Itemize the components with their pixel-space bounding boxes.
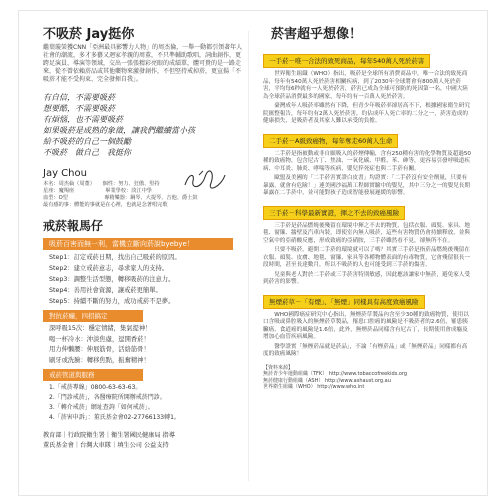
paragraph: 只要不吸菸，避開二手菸的環境就可以了嗎？其實三手菸是指菸品燃燒後殘留在衣服、頭髮、皮膚、地毯、窗簾、家具等各種物體表面的有毒物質，它會殘留很長一段時間，甚至長達數月，所以不吸菸的人也可能受到三手菸的傷害。	[263, 247, 470, 268]
step-item: Step1：訂定戒菸日期，找出自己吸菸的原因。	[49, 254, 181, 261]
sponsor-line: 教育部｜行政院衛生署｜衛生署國民健康局 指導	[43, 432, 175, 439]
column-divider	[248, 31, 249, 481]
profile-line: 星座：魔羯座 畢業學校：淡江中學	[43, 188, 152, 194]
resources-banner: 戒菸管道與服務	[43, 369, 143, 381]
intro-text: 繼葉璇榮獲CNN「亞洲最具影響力人物」的周杰倫，一舉一動都引領著年人社會的潮流，多才多藝又迴家孝親的周董，不只準輔助歌唱，詞曲創作，更跨足演員、導演等領域，交出一張張精彩亮眼的成績單，體可貴的是一路走來，從不曾依賴菸品或其他藥物來激發創作，不但堅持戒掉菸，更宣揚「不吸菸才能不受拘束、完全發揮自我」。	[43, 44, 243, 83]
signature-icon	[181, 169, 227, 191]
hand-line: 有自信，不需要吸菸	[43, 93, 115, 102]
resource-item: 2.「門診戒菸」，各醫療院所開辦戒菸門診。	[49, 394, 166, 401]
quit-steps	[49, 252, 245, 307]
profile-line: 最有感的事：體能的事就是在心裡，也就是念著唱完歌	[43, 202, 168, 208]
resources-list	[49, 383, 245, 423]
paragraph: 二手菸是指被動或非自願吸入的菸煙傳輸，含有250種有害的化學物質及超過50種的致癌物，包含尼古丁、焦油、一氧化碳、甲醛、苯、砷等，更容易引發呼吸道疾病、中耳炎、肺炎、哮喘等疾病，嬰兒猝死症也與二手菸有關。	[263, 150, 471, 172]
references	[263, 365, 477, 391]
right-title: 菸害超乎想像！	[271, 27, 363, 42]
step-item: Step2：建立戒菸意志，尋求家人的支持。	[49, 265, 169, 272]
paragraph: 臺灣成年人吸菸率雖然有下降，但青少年吸菸率卻居高不下，根據國家衛生研究院匯整報告，每年約有2萬人死於菸害，約佔成年人死亡率的二分之一，菸害造成的健康損失，是吸菸者及其家人難以承受的負擔。	[263, 103, 470, 124]
title-en: Jay挺你	[86, 27, 135, 42]
craving-tips	[49, 324, 245, 366]
paragraph: 歐盟及美國的「二手菸害實證白皮書」均證實：「二手菸沒有安全劑量，只要有暴露，就會有危險！」連美國沙福萬工程師實驗中的嬰兒，其中三分之一的嬰兒長期暴露在二手菸中，並可能對孩子造成智能發展遲緩的影響。	[263, 175, 470, 196]
page-title	[43, 23, 245, 42]
section-title-quit: 戒菸報馬仔	[43, 219, 104, 233]
profile-line: 血型：O型 專精樂器：鋼琴、大提琴、吉他、爵士鼓	[43, 195, 198, 201]
heading-secondhand: 二手菸－A級致癌物，每年奪走60萬人生命	[263, 134, 398, 148]
right-column	[257, 17, 477, 391]
ref-label: 【資料來源】	[263, 364, 294, 371]
paragraph: 世界衛生組織（WHO）指出，吸菸是全球所有消費商品中，唯一合法的致死商品，每年有540萬人死於菸害相關疾病，到了2030年全球將會有800萬人死於菸害，平均每6秒就有一人死於菸害，菸害已成為全球可預防的死因第一名，中國大陸為全球菸品消費最多的國家，每年約有一百萬人死於菸害。	[263, 71, 468, 100]
handwritten-message	[43, 92, 245, 158]
ref-item[interactable]: 無菸青少年運動組織（TFK） http://www.tobaccofreekids.org	[263, 371, 408, 377]
hand-line: 不吸菸 做自己 我挺你	[43, 148, 131, 157]
hand-line: 想要酷，不需要吸菸	[43, 104, 115, 113]
step-item: Step4：善用社會資源，讓戒菸更簡單。	[49, 287, 162, 294]
ref-item[interactable]: 世界衛生組織（WHO） http://www.who.int	[263, 384, 365, 390]
ref-item[interactable]: 無菸健康行動組織（ASH） http://www.ashaust.org.au	[263, 377, 391, 384]
poster-page	[18, 10, 488, 496]
tip-item: 刷牙或洗臉：轉移焦點，振奮精神！	[49, 356, 150, 364]
profile-line: 本名：周杰倫（周董） 個性：努力、狂傲、堅持	[43, 181, 160, 187]
quit-banner: 吸菸百害而無一利，當機立斷向菸說byebye！	[43, 238, 233, 250]
heading-thirdhand: 三手菸－科學最新實證，揮之不去的致癌風險	[263, 206, 405, 220]
resource-item: 4.「菸害申訴」：董氏基金會02-27766133轉1。	[49, 414, 180, 421]
resource-item: 1.「戒菸專線」0800-63-63-63。	[49, 384, 142, 391]
heading-firsthand: 一手菸－唯一合法的致死商品，每年540萬人死於菸害	[263, 54, 430, 68]
hand-line: 如果吸菸是成熟的象徵，讓我們繼續當小孩	[43, 126, 195, 135]
hand-line: 有煩惱，也不需要吸菸	[43, 115, 123, 124]
resource-item: 3.「轉介戒菸」網址查詢「如何戒菸」。	[49, 404, 154, 411]
paragraph: WHO國際癌症研究中心指出，無煙菸草製品內含至少30種的致癌物質，使用以口含吸或鼻腔吸入的無煙菸草製品，罹患口腔癌的風險是不吸菸者的2.6倍，罹患胰臟癌、食道癌的風險是1.6倍，此外，無煙菸品同樣含有尼古丁，長期使用會成癮及增加心血管疾病風險。	[263, 311, 469, 340]
left-column	[25, 17, 245, 451]
tip-item: 深呼吸15次：穩定情緒，集氣提神！	[49, 325, 152, 332]
paragraph: 三手菸是菸品燃燒後殘留在環境中揮之不去的物質，包括衣服、頭髮、家具、地毯、窗簾、牆壁及汽車內裝，即使室內無人吸菸，這些有害物質仍會持續釋放，並與空氣中的亞硝酸反應，形成致癌的亞硝胺，三手菸雖然看不見，卻無所不在。	[263, 222, 470, 244]
paragraph: 兒童與老人對於二手菸或三手菸害特別敏感，因此應該讓家中無菸，避免家人受到菸害的影響。	[263, 271, 470, 285]
step-item: Step3：調整生活型態，轉移吸菸的注意力。	[49, 276, 175, 283]
title-cn: 不吸菸	[43, 27, 83, 42]
step-item: Step5：持續不斷的努力，成功戒菸不是夢。	[49, 298, 175, 305]
paragraph: 醫學證實「無煙菸品就是菸品」，不論「有煙菸品」或「無煙菸品」同樣都有高度的致癌風險！	[263, 343, 468, 357]
craving-banner: 對抗菸癮，四招搞定	[43, 310, 143, 322]
hand-line: 給不吸菸的自己一個鼓勵	[43, 137, 131, 146]
sponsors	[43, 431, 245, 451]
tip-item: 用力伸懶腰：伸展筋骨，活絡筋骨！	[49, 346, 150, 353]
tip-item: 喝一杯冷水：沖淡焦慮，逗開香菸！	[49, 335, 150, 343]
profile-name: Jay Chou	[43, 168, 87, 179]
sponsor-line: 董氏基金會｜台灣大車隊｜填生公司 公益支持	[43, 442, 169, 449]
heading-smokeless: 無煙菸草－「有煙」、「無煙」同樣具有高度致癌風險	[263, 295, 425, 309]
